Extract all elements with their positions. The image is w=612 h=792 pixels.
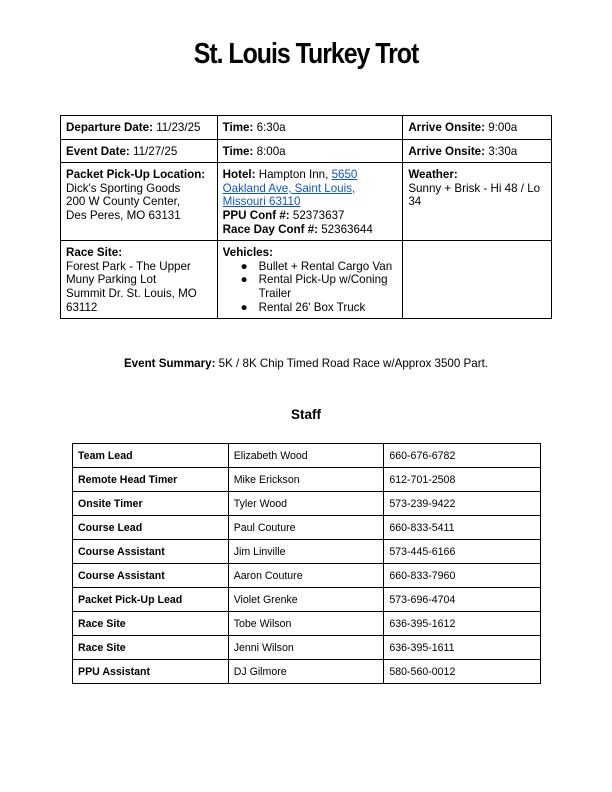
departure-date-label: Departure Date: xyxy=(66,121,153,134)
staff-role: Course Assistant xyxy=(73,540,229,564)
vehicle-item xyxy=(241,260,398,274)
staff-phone: 612-701-2508 xyxy=(384,468,541,492)
event-arrive-value: 3:30a xyxy=(485,144,518,158)
staff-name: Jim Linville xyxy=(228,540,384,564)
event-time-value: 8:00a xyxy=(253,144,286,158)
staff-role: Packet Pick-Up Lead xyxy=(73,588,229,612)
departure-row xyxy=(61,116,552,140)
event-time-label: Time: xyxy=(222,144,254,158)
race-site-line2: Summit Dr. St. Louis, MO 63112 xyxy=(66,286,197,314)
staff-name: Elizabeth Wood xyxy=(228,444,384,468)
event-arrive-label: Arrive Onsite: xyxy=(408,144,485,158)
staff-row xyxy=(73,564,541,588)
staff-phone: 660-676-6782 xyxy=(384,444,541,468)
staff-table xyxy=(72,443,541,684)
vehicle-item-text: Bullet + Rental Cargo Van xyxy=(258,259,393,273)
event-summary xyxy=(0,357,612,370)
staff-name: DJ Gilmore xyxy=(228,660,384,684)
staff-role: Course Assistant xyxy=(73,564,229,588)
staff-row xyxy=(73,444,541,468)
site-row xyxy=(61,241,552,319)
weather-label: Weather: xyxy=(408,168,458,182)
staff-name: Tyler Wood xyxy=(228,492,384,516)
departure-arrive-cell xyxy=(403,116,552,140)
race-site-cell xyxy=(61,241,218,319)
vehicle-item xyxy=(241,273,398,300)
vehicle-item-text: Rental Pick-Up w/Coning Trailer xyxy=(258,273,388,300)
hotel-address-link[interactable]: 5650 Oakland Ave, Saint Louis, Missouri 63110 xyxy=(222,168,358,209)
staff-name: Jenni Wilson xyxy=(228,636,384,660)
packet-pickup-line1: Dick's Sporting Goods xyxy=(66,181,181,195)
race-site-label: Race Site: xyxy=(66,246,123,260)
staff-phone: 573-696-4704 xyxy=(384,588,541,612)
hotel-cell xyxy=(217,163,403,241)
location-row xyxy=(61,163,552,241)
staff-role: Race Site xyxy=(73,636,229,660)
vehicles-list xyxy=(223,260,398,314)
departure-arrive-label: Arrive Onsite: xyxy=(408,121,485,134)
departure-date-cell xyxy=(61,116,218,140)
staff-role: Race Site xyxy=(73,612,229,636)
event-row xyxy=(61,139,552,163)
event-time-cell xyxy=(217,139,403,163)
staff-name: Mike Erickson xyxy=(228,468,384,492)
race-day-conf-value: 52363644 xyxy=(318,222,373,236)
staff-row xyxy=(73,588,541,612)
ppu-conf-value: 52373637 xyxy=(289,208,345,222)
ppu-conf-label: PPU Conf #: xyxy=(222,208,290,222)
staff-row xyxy=(73,636,541,660)
hotel-label: Hotel: xyxy=(222,168,256,182)
event-summary-label: Event Summary: xyxy=(123,357,216,370)
race-day-conf-label: Race Day Conf #: xyxy=(222,222,319,236)
staff-phone: 580-560-0012 xyxy=(384,660,541,684)
staff-row xyxy=(73,660,541,684)
staff-phone: 660-833-5411 xyxy=(384,516,541,540)
staff-heading: Staff xyxy=(291,407,321,422)
vehicles-label: Vehicles: xyxy=(222,246,273,260)
event-date-cell xyxy=(61,139,218,163)
staff-name: Violet Grenke xyxy=(228,588,384,612)
departure-arrive-value: 9:00a xyxy=(485,121,518,134)
staff-phone: 573-239-9422 xyxy=(384,492,541,516)
staff-row xyxy=(73,516,541,540)
staff-name: Aaron Couture xyxy=(228,564,384,588)
staff-name: Tobe Wilson xyxy=(228,612,384,636)
staff-role: Remote Head Timer xyxy=(73,468,229,492)
weather-cell xyxy=(403,163,552,241)
hotel-name: Hampton Inn, xyxy=(255,168,332,182)
staff-row xyxy=(73,540,541,564)
staff-row xyxy=(73,468,541,492)
staff-phone: 636-395-1611 xyxy=(384,636,541,660)
logistics-table xyxy=(60,115,552,319)
departure-date-value: 11/23/25 xyxy=(152,121,201,134)
packet-pickup-line3: Des Peres, MO 63131 xyxy=(66,208,181,222)
event-date-value: 11/27/25 xyxy=(129,144,178,158)
event-arrive-cell xyxy=(403,139,552,163)
staff-phone: 573-445-6166 xyxy=(384,540,541,564)
staff-role: Onsite Timer xyxy=(73,492,229,516)
staff-role: PPU Assistant xyxy=(73,660,229,684)
bullet-icon: ● xyxy=(240,273,248,287)
race-site-line1: Forest Park - The Upper Muny Parking Lot xyxy=(66,259,191,287)
packet-pickup-cell xyxy=(61,163,218,241)
packet-pickup-line2: 200 W County Center, xyxy=(66,195,181,209)
staff-row xyxy=(73,612,541,636)
weather-value: Sunny + Brisk - Hi 48 / Lo 34 xyxy=(408,181,541,209)
staff-role: Team Lead xyxy=(73,444,229,468)
vehicle-item xyxy=(241,301,398,315)
departure-time-label: Time: xyxy=(222,121,254,134)
bullet-icon: ● xyxy=(240,300,248,314)
event-summary-value: 5K / 8K Chip Timed Road Race w/Approx 3500 Part. xyxy=(215,357,489,370)
departure-time-cell xyxy=(217,116,403,140)
vehicle-item-text: Rental 26' Box Truck xyxy=(258,300,366,314)
event-date-label: Event Date: xyxy=(66,144,130,158)
staff-phone: 636-395-1612 xyxy=(384,612,541,636)
packet-pickup-label: Packet Pick-Up Location: xyxy=(66,168,206,182)
staff-phone: 660-833-7960 xyxy=(384,564,541,588)
staff-name: Paul Couture xyxy=(228,516,384,540)
departure-time-value: 6:30a xyxy=(253,121,286,134)
vehicles-cell xyxy=(217,241,403,319)
staff-row xyxy=(73,492,541,516)
document-title: St. Louis Turkey Trot xyxy=(193,38,419,70)
bullet-icon: ● xyxy=(240,259,248,273)
staff-role: Course Lead xyxy=(73,516,229,540)
empty-cell xyxy=(403,241,552,319)
